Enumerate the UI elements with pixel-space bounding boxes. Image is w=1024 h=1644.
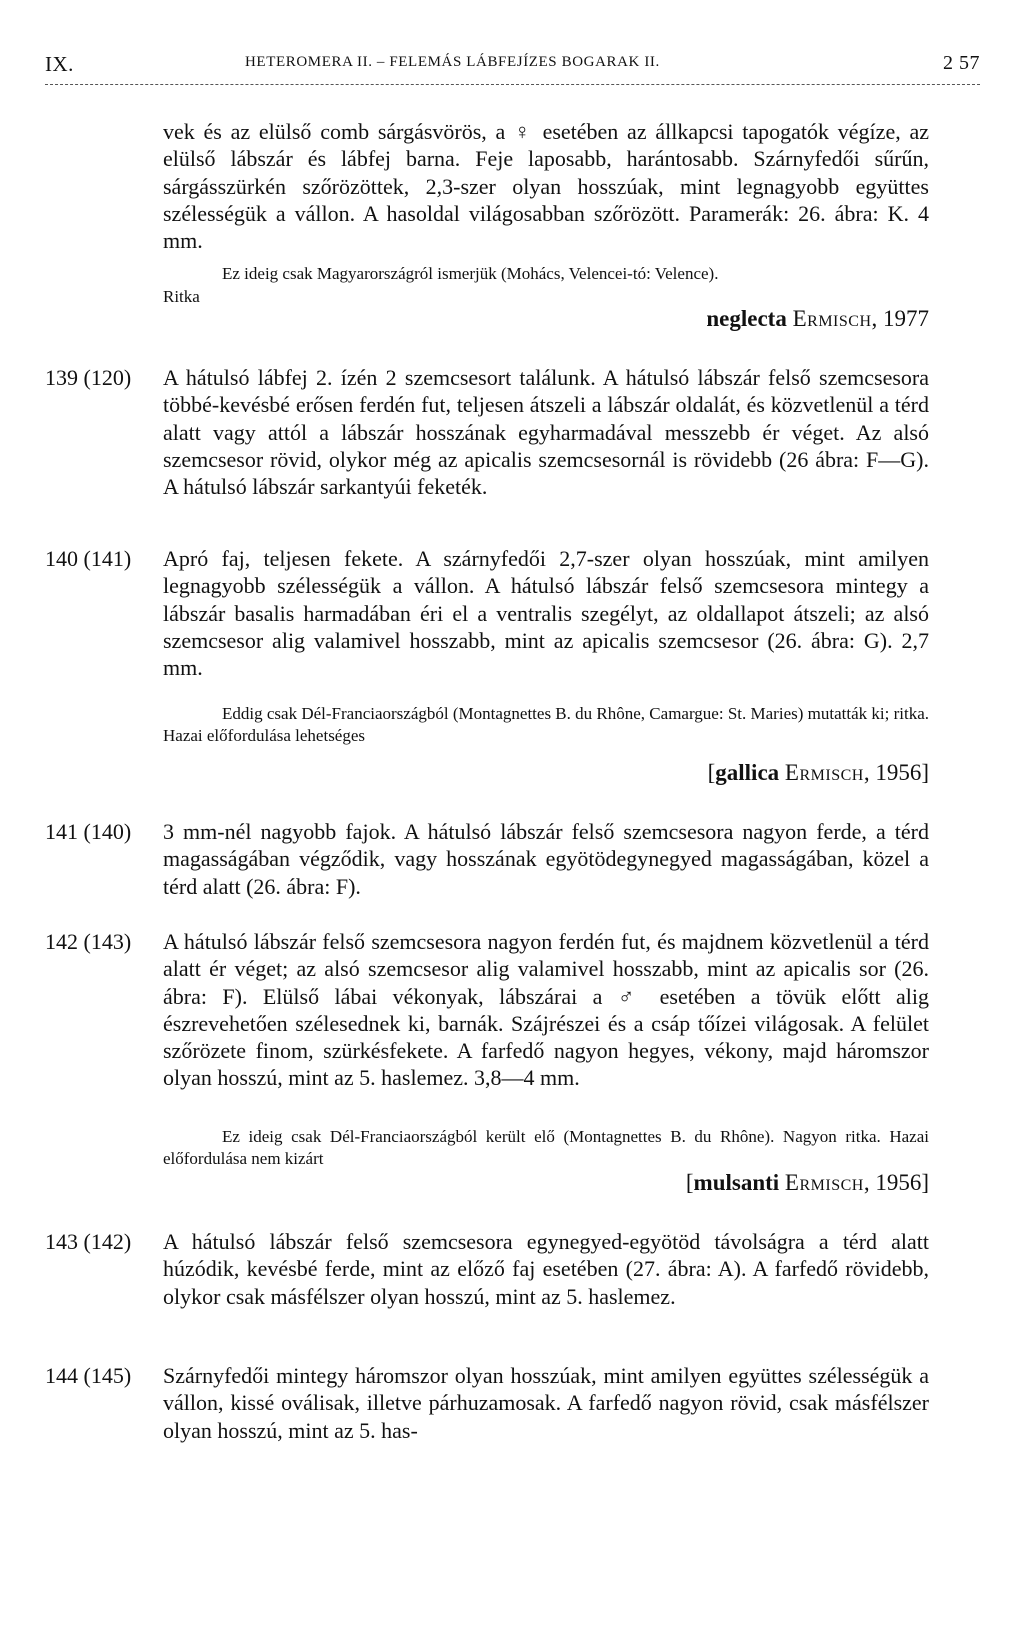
entry-text: A hátulsó lábfej 2. ízén 2 szemcsesort találunk. A hátulsó lábszár felső szemcsesora többé-kevésbé erősen ferdén fut, teljesen átszeli a lábszár oldalát, és közvetlenül a térd alatt vagy attól a lábszár hosszának egyharmadával messzebb ér véget. Az alsó szemcsesor rövid, olykor még az apicalis szemcsesornál is rövidebb (26 ábra: F—G). A hátulsó lábszár sarkantyúi feketék.	[163, 365, 929, 500]
intro-distribution-note: Ez ideig csak Magyarországról ismerjük (Mohács, Velencei-tó: Velence).	[222, 264, 719, 283]
species-name: neglecta	[706, 306, 787, 331]
intro-rarity-note: Ritka	[163, 287, 200, 306]
entry-number: 144 (145)	[45, 1363, 132, 1388]
entry-text: 3 mm-nél nagyobb fajok. A hátulsó lábszár felső szemcsesora nagyon ferde, a térd magasságában végződik, vagy hosszának egyötödegynegyed magasságában, közel a térd alatt (26. ábra: F).	[163, 819, 929, 899]
entry-number: 143 (142)	[45, 1229, 132, 1254]
entry-text: A hátulsó lábszár felső szemcsesora nagyon ferdén fut, és majdnem közvetlenül a térd alatt ér véget; az alsó szemcsesor alig valamivel hosszabb, mint az apicalis sor (26. ábra: F). Elülső lábai vékonyak, lábszárai a ♂ esetében a tövük előtt alig észrevehetően szélesednek ki, barnák. Szájrészei és a csáp tőízei világosak. A felület szőrözete finom, szürkésfekete. A farfedő nagyon hegyes, vékony, majd háromszor olyan hosszú, mint az 5. haslemez. 3,8—4 mm.	[163, 929, 929, 1091]
entry-text: A hátulsó lábszár felső szemcsesora egynegyed-egyötöd távolságra a térd alatt húzódik, kevésbé ferde, mint az előző faj esetében (27. ábra: A). A farfedő rövidebb, olykor csak másfélszer olyan hosszú, mint az 5. haslemez.	[163, 1229, 929, 1309]
species-year: , 1977	[871, 306, 929, 331]
bracket-open: [	[685, 1170, 694, 1195]
entry-number: 141 (140)	[45, 819, 132, 844]
author-name: Ermisch	[784, 1170, 864, 1195]
species-year: , 1956]	[863, 760, 929, 785]
species-year: , 1956]	[863, 1170, 929, 1195]
author-name: Ermisch	[784, 760, 864, 785]
running-title: HETEROMERA II. – FELEMÁS LÁBFEJÍZES BOGARAK II.	[245, 54, 660, 70]
bracket-open: [	[707, 760, 716, 785]
entry-number: 142 (143)	[45, 929, 132, 954]
entry-text: Szárnyfedői mintegy háromszor olyan hosszúak, mint amilyen együttes szélességük a vállon, kissé oválisak, illetve párhuzamosak. A farfedő nagyon rövid, csak másfélszer olyan hosszú, mint az 5. has-	[163, 1363, 929, 1443]
author-name: Ermisch	[792, 306, 872, 331]
species-name: mulsanti	[693, 1170, 780, 1195]
header-rule	[45, 84, 980, 85]
species-reference-mulsanti	[686, 1170, 929, 1196]
entry-distribution-note: Ez ideig csak Dél-Franciaországból került elő (Montagnettes B. du Rhône). Nagyon ritka. Hazai előfordulása nem kizárt	[163, 1127, 929, 1168]
species-reference-gallica	[708, 760, 929, 786]
chapter-number: IX.	[45, 52, 74, 76]
entry-distribution-note: Eddig csak Dél-Franciaországból (Montagnettes B. du Rhône, Camargue: St. Maries) mutatták ki; ritka. Hazai előfordulása lehetséges	[163, 704, 929, 745]
species-reference-neglecta	[706, 306, 929, 332]
species-name: gallica	[715, 760, 780, 785]
entry-number: 139 (120)	[45, 365, 132, 390]
entry-number: 140 (141)	[45, 546, 132, 571]
page-number: 2 57	[943, 52, 980, 74]
running-header	[45, 48, 980, 78]
intro-paragraph: vek és az elülső comb sárgásvörös, a ♀ esetében az állkapcsi tapogatók végíze, az elülső lábszár és lábfej barna. Feje laposabb, harántosabb. Szárnyfedői sűrűn, sárgásszürkén szőrözöttek, 2,3-szer olyan hosszúak, mint legnagyobb együttes szélességük a vállon. A hasoldal világosabban szőrözött. Paramerák: 26. ábra: K. 4 mm.	[163, 119, 929, 254]
entry-text: Apró faj, teljesen fekete. A szárnyfedői 2,7-szer olyan hosszúak, mint amilyen legnagyobb szélességük a vállon. A hátulsó lábszár felső szemcsesora mintegy a lábszár basalis harmadában éri el a ventralis szegélyt, az oldallapot átszeli; az alsó szemcsesor alig valamivel hosszabb, mint az apicalis szemcsesor (26. ábra: G). 2,7 mm.	[163, 546, 929, 681]
